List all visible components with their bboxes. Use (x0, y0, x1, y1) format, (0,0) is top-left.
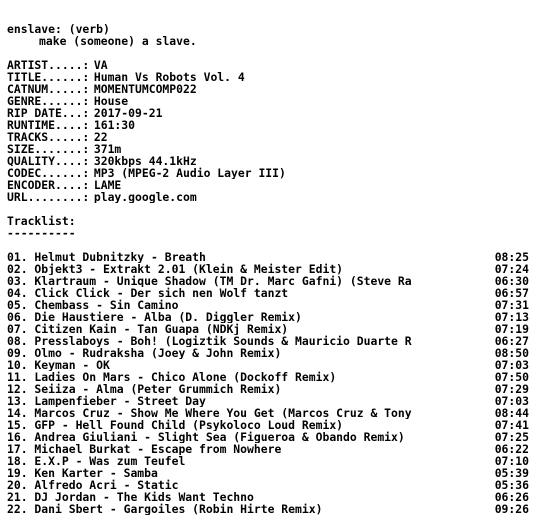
track-duration: 06:57 (494, 286, 529, 300)
track-row (7, 323, 529, 335)
track-row (7, 407, 529, 419)
track-title: 02. Objekt3 - Extrakt 2.01 (Klein & Meister Edit) (7, 263, 344, 275)
track-row (7, 383, 529, 395)
metadata-block (7, 59, 529, 203)
track-title: 08. Presslaboys - Boh! (Logiztik Sounds & Mauricio Duarte R (7, 335, 412, 347)
metadata-row (7, 167, 529, 179)
track-row (7, 467, 529, 479)
metadata-row (7, 107, 529, 119)
track-row (7, 443, 529, 455)
track-title: 10. Keyman - OK (7, 359, 110, 371)
track-row (7, 419, 529, 431)
track-title: 22. Dani Sbert - Gargoiles (Robin Hirte Remix) (7, 503, 323, 515)
track-title: 07. Citizen Kain - Tan Guapa (NDKj Remix) (7, 323, 289, 335)
metadata-value: 320kbps 44.1kHz (93, 155, 197, 167)
metadata-key: TITLE......: (7, 71, 90, 83)
spacer (7, 203, 529, 215)
track-duration: 07:19 (494, 322, 529, 336)
metadata-row (7, 71, 529, 83)
track-duration: 07:41 (494, 418, 529, 432)
metadata-value: 2017-09-21 (93, 107, 163, 119)
track-row (7, 431, 529, 443)
metadata-row (7, 155, 529, 167)
metadata-value: 22 (93, 131, 108, 143)
metadata-value: MP3 (MPEG-2 Audio Layer III) (93, 167, 286, 179)
track-row (7, 503, 529, 515)
metadata-row (7, 191, 529, 203)
track-row (7, 299, 529, 311)
tracklist-heading: Tracklist: (7, 215, 76, 227)
metadata-value: LAME (93, 179, 122, 191)
metadata-value: 161:30 (93, 119, 136, 131)
track-duration: 09:26 (494, 502, 529, 516)
metadata-value: VA (93, 59, 108, 71)
track-duration: 07:31 (494, 298, 529, 312)
track-title: 04. Click Click - Der sich nen Wolf tanzt (7, 287, 289, 299)
spacer (7, 47, 529, 59)
metadata-row (7, 95, 529, 107)
track-row (7, 287, 529, 299)
metadata-key: CODEC......: (7, 167, 90, 179)
track-row (7, 335, 529, 347)
metadata-key: ARTIST.....: (7, 59, 90, 71)
track-duration: 08:50 (494, 346, 529, 360)
track-duration: 07:25 (494, 430, 529, 444)
spacer (7, 239, 529, 251)
definition-meaning: make (someone) a slave. (39, 35, 197, 47)
track-title: 03. Klartraum - Unique Shadow (TM Dr. Marc Gafni) (Steve Ra (7, 275, 412, 287)
track-title: 14. Marcos Cruz - Show Me Where You Get (Marcos Cruz & Tony (7, 407, 412, 419)
metadata-key: TRACKS.....: (7, 131, 90, 143)
track-title: 01. Helmut Dubnitzky - Breath (7, 251, 206, 263)
track-duration: 07:50 (494, 370, 529, 384)
track-duration: 06:26 (494, 490, 529, 504)
track-duration: 07:10 (494, 454, 529, 468)
track-title: 06. Die Haustiere - Alba (D. Diggler Remix) (7, 311, 302, 323)
metadata-key: QUALITY....: (7, 155, 90, 167)
track-title: 12. Seiiza - Alma (Peter Grummich Remix) (7, 383, 282, 395)
metadata-row (7, 59, 529, 71)
track-title: 05. Chembass - Sin Camino (7, 299, 179, 311)
metadata-row (7, 179, 529, 191)
track-row (7, 275, 529, 287)
tracklist-underline: ---------- (7, 227, 76, 239)
track-duration: 06:22 (494, 442, 529, 456)
track-title: 21. DJ Jordan - The Kids Want Techno (7, 491, 254, 503)
metadata-key: RUNTIME....: (7, 119, 90, 131)
metadata-key: CATNUM.....: (7, 83, 90, 95)
track-duration: 07:13 (494, 310, 529, 324)
track-duration: 08:25 (494, 250, 529, 264)
track-duration: 07:03 (494, 358, 529, 372)
track-duration: 06:30 (494, 274, 529, 288)
metadata-row (7, 143, 529, 155)
track-title: 19. Ken Karter - Samba (7, 467, 158, 479)
definition-headword: enslave: (verb) (7, 23, 110, 35)
track-duration: 07:29 (494, 382, 529, 396)
track-duration: 05:39 (494, 466, 529, 480)
track-row (7, 395, 529, 407)
metadata-key: URL........: (7, 191, 90, 203)
track-title: 11. Ladies On Mars - Chico Alone (Dockoff Remix) (7, 371, 337, 383)
track-duration: 05:36 (494, 478, 529, 492)
track-row (7, 347, 529, 359)
track-title: 09. Olmo - Rudraksha (Joey & John Remix) (7, 347, 282, 359)
metadata-key: GENRE......: (7, 95, 90, 107)
track-title: 13. Lampenfieber - Street Day (7, 395, 206, 407)
track-row (7, 455, 529, 467)
metadata-row (7, 119, 529, 131)
track-duration: 07:03 (494, 394, 529, 408)
track-title: 17. Michael Burkat - Escape from Nowhere (7, 443, 282, 455)
track-duration: 07:24 (494, 262, 529, 276)
track-title: 15. GFP - Hell Found Child (Psykoloco Loud Remix) (7, 419, 344, 431)
metadata-key: RIP DATE...: (7, 107, 90, 119)
metadata-value: House (93, 95, 129, 107)
track-row (7, 311, 529, 323)
track-title: 18. E.X.P - Was zum Teufel (7, 455, 186, 467)
metadata-key: SIZE.......: (7, 143, 90, 155)
track-row (7, 263, 529, 275)
nfo-document (7, 23, 529, 515)
metadata-key: ENCODER....: (7, 179, 90, 191)
metadata-row (7, 83, 529, 95)
track-row (7, 491, 529, 503)
metadata-value: Human Vs Robots Vol. 4 (93, 71, 245, 83)
track-row (7, 479, 529, 491)
metadata-value: MOMENTUMCOMP022 (93, 83, 197, 95)
track-row (7, 251, 529, 263)
track-row (7, 371, 529, 383)
track-duration: 08:44 (494, 406, 529, 420)
metadata-row (7, 131, 529, 143)
metadata-value: play.google.com (93, 191, 197, 203)
tracklist (7, 251, 529, 515)
metadata-value: 371m (93, 143, 122, 155)
track-duration: 06:27 (494, 334, 529, 348)
track-row (7, 359, 529, 371)
track-title: 16. Andrea Giuliani - Slight Sea (Figueroa & Obando Remix) (7, 431, 405, 443)
track-title: 20. Alfredo Acri - Static (7, 479, 179, 491)
